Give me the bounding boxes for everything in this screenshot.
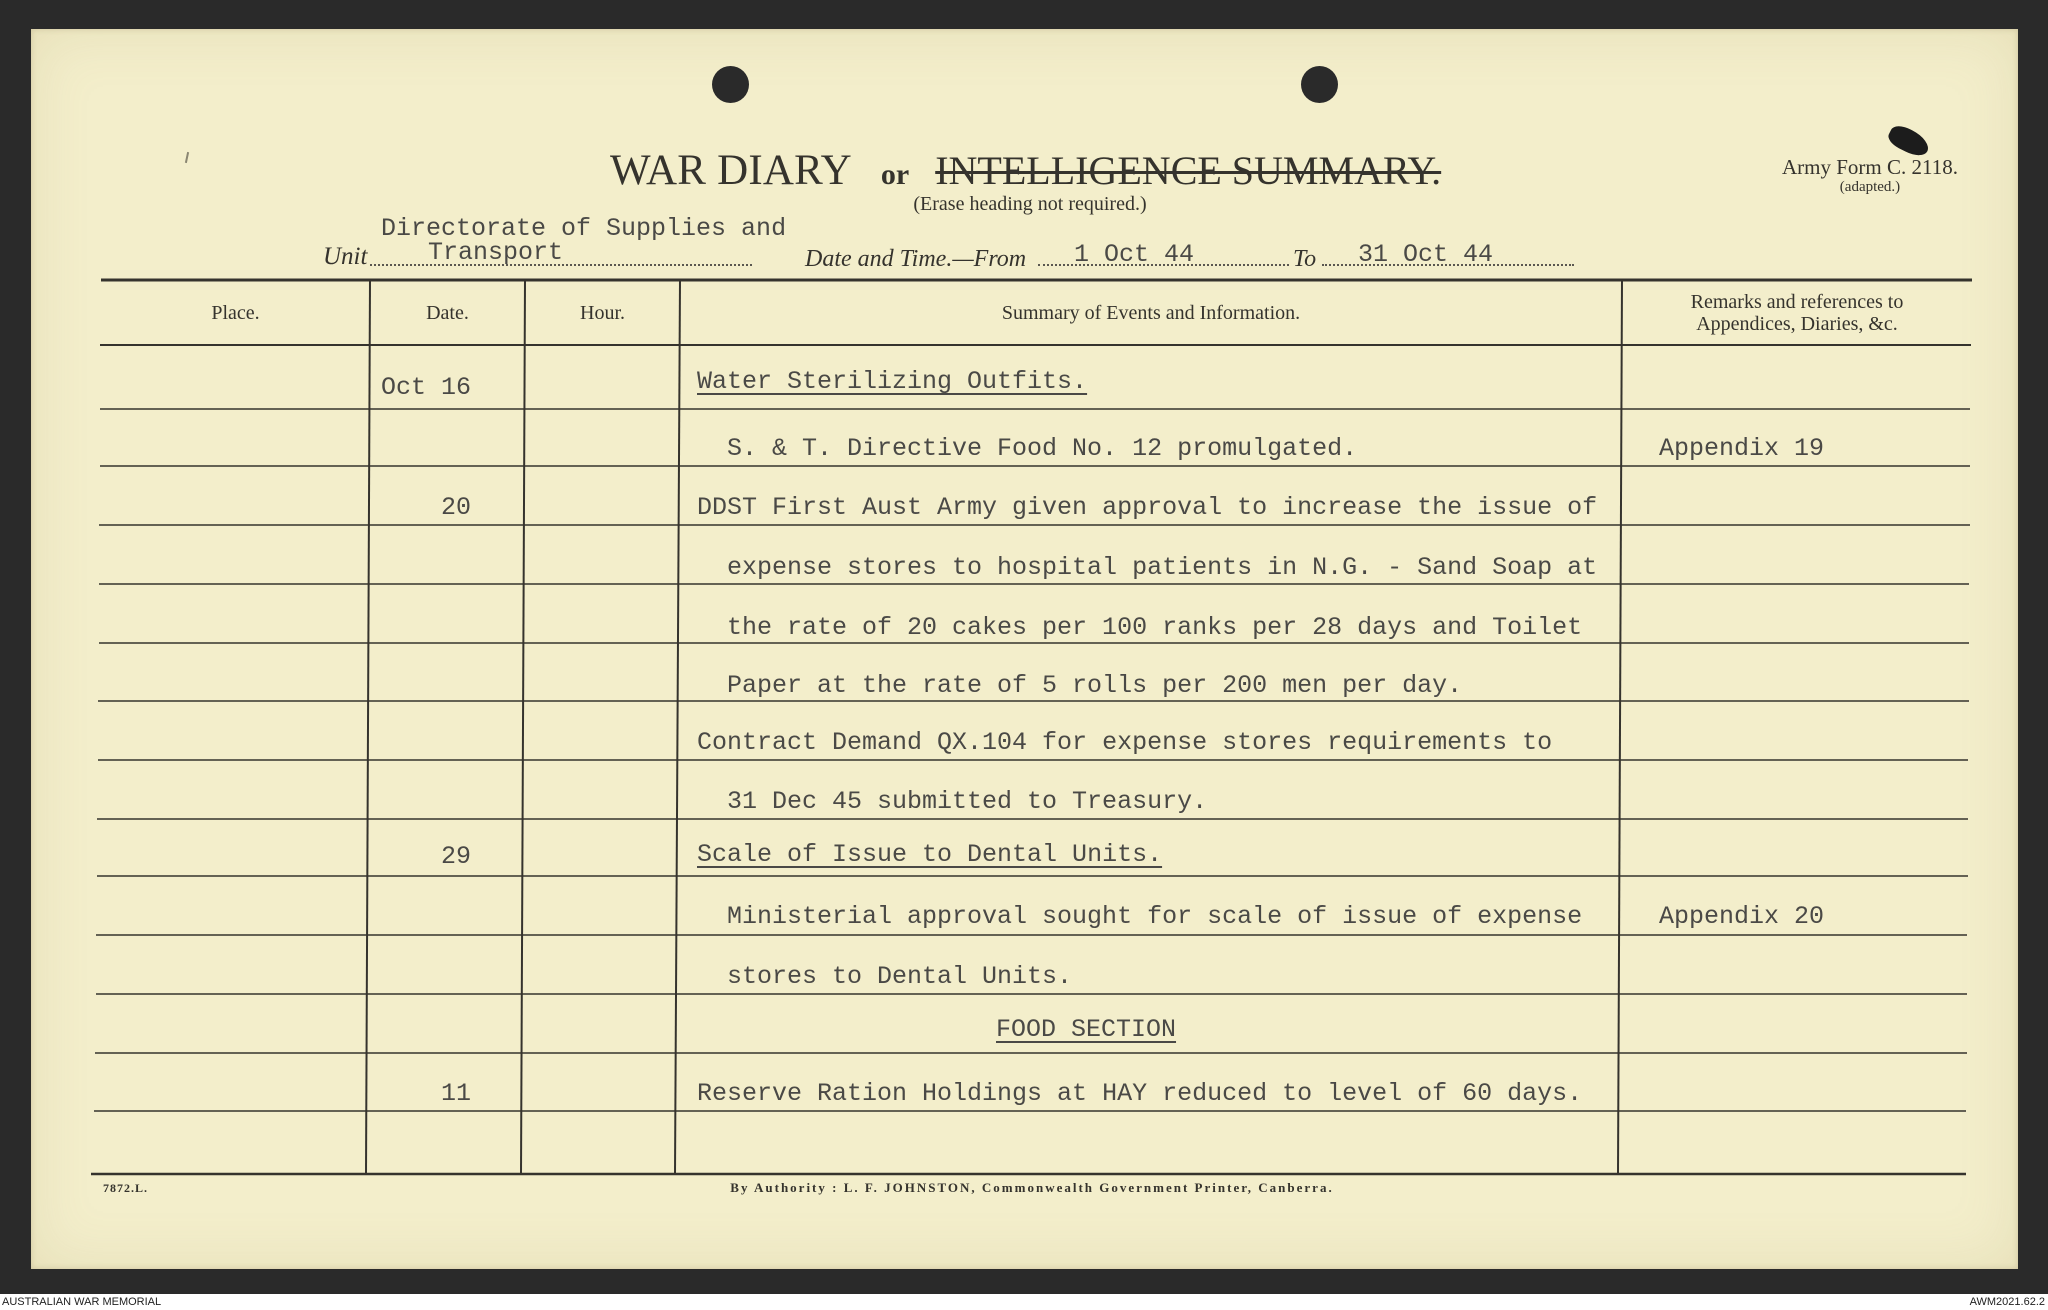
entry-summary: Water Sterilizing Outfits. [697, 367, 1088, 396]
column-header-hour: Hour. [580, 301, 625, 324]
archive-reference: AWM2021.62.2 [1969, 1296, 2045, 1308]
diary-row [0, 436, 2048, 462]
entry-summary: 31 Dec 45 submitted to Treasury. [727, 787, 1208, 816]
entry-date: 11 [440, 1079, 471, 1108]
entry-summary: Contract Demand QX.104 for expense stores requirements to [697, 728, 1553, 757]
diary-row [0, 495, 2048, 521]
diary-row [0, 367, 2048, 402]
printer-credit: By Authority : L. F. JOHNSTON, Commonwealth Government Printer, Canberra. [730, 1180, 1334, 1195]
column-header-summary: Summary of Events and Information. [1001, 301, 1301, 324]
section-heading: FOOD SECTION [996, 1015, 1177, 1044]
army-form-note: (adapted.) [1839, 179, 1901, 195]
entry-remarks: Appendix 20 [1659, 902, 1825, 931]
army-form-number: Army Form C. 2118. [1782, 155, 1958, 179]
diary-row [0, 555, 2048, 581]
entry-date: Oct 16 [380, 373, 471, 402]
entry-summary: stores to Dental Units. [727, 962, 1073, 991]
diary-row [0, 615, 2048, 641]
column-header-place: Place. [211, 301, 260, 324]
diary-row [0, 964, 2048, 990]
diary-row [0, 673, 2048, 699]
diary-row [0, 1081, 2048, 1107]
entry-summary: Paper at the rate of 5 rolls per 200 men per day. [727, 671, 1463, 700]
unit-value-line-1: Directorate of Supplies and [381, 214, 787, 243]
diary-row [0, 1017, 2048, 1043]
entry-summary: expense stores to hospital patients in N.G. - Sand Soap at [727, 553, 1598, 582]
unit-label: Unit [323, 243, 368, 270]
entry-summary: S. & T. Directive Food No. 12 promulgated. [727, 434, 1358, 463]
diary-row [0, 730, 2048, 756]
entry-remarks: Appendix 19 [1659, 434, 1825, 463]
column-header-date: Date. [426, 301, 469, 324]
title-struck-out: INTELLIGENCE SUMMARY. [935, 148, 1442, 193]
entry-summary: Scale of Issue to Dental Units. [697, 840, 1163, 869]
erase-note: (Erase heading not required.) [913, 193, 1147, 215]
date-from-label: Date and Time.—From [805, 246, 1027, 272]
entry-date: 20 [440, 493, 471, 522]
entry-summary: DDST First Aust Army given approval to increase the issue of [697, 493, 1598, 522]
date-to-value: 31 Oct 44 [1358, 240, 1494, 269]
diary-row [0, 904, 2048, 930]
unit-value-line-2: Transport [428, 238, 564, 267]
date-from-value: 1 Oct 44 [1074, 240, 1195, 269]
archive-caption-strip [0, 1294, 2048, 1310]
diary-row [0, 789, 2048, 815]
title-war-diary: WAR DIARY [610, 147, 852, 194]
form-code: 7872.L. [103, 1181, 149, 1195]
diary-row [0, 840, 2048, 871]
entry-summary: Ministerial approval sought for scale of issue of expense [727, 902, 1583, 931]
entry-date: 29 [440, 842, 471, 871]
date-to-label: To [1293, 246, 1317, 272]
title-or: or [880, 158, 910, 191]
column-header-remarks: Remarks and references to Appendices, Diaries, &c. [1690, 290, 1904, 335]
entry-summary: Reserve Ration Holdings at HAY reduced to level of 60 days. [697, 1079, 1583, 1108]
archive-institution: AUSTRALIAN WAR MEMORIAL [2, 1296, 162, 1308]
entry-summary: the rate of 20 cakes per 100 ranks per 28 days and Toilet [727, 613, 1583, 642]
